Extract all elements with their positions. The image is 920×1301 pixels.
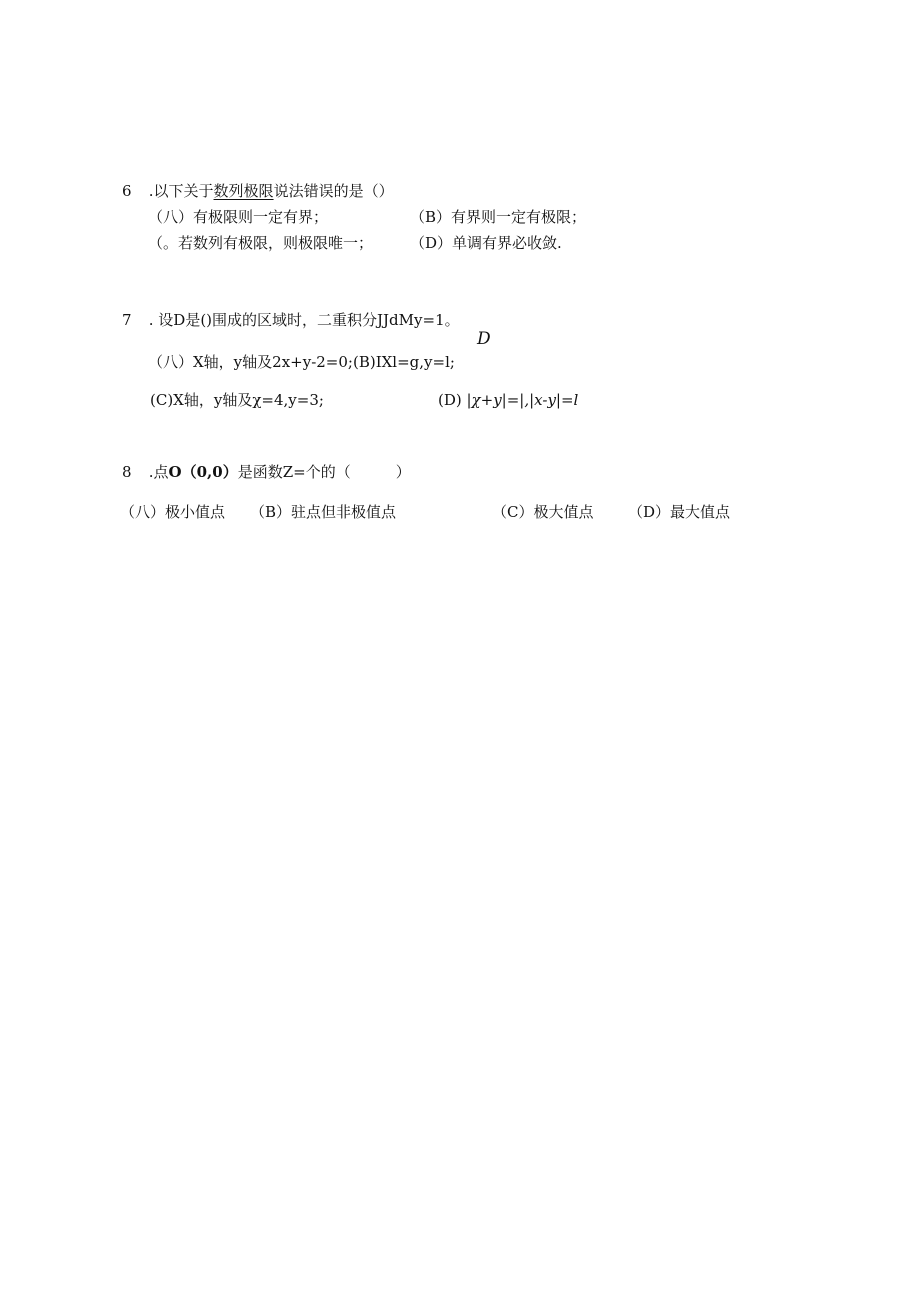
question-6-stem-suffix: 说法错误的是（） xyxy=(273,182,394,200)
question-7-option-d-prefix: (D) xyxy=(438,391,467,409)
question-7-stem-text: . 设D是()围成的区域时，二重积分JJdMy=1。 xyxy=(144,311,460,329)
question-8-stem-prefix: .点 xyxy=(144,463,169,481)
question-6-option-c: （。若数列有极限，则极限唯一； xyxy=(148,234,374,252)
question-6-number: 6 xyxy=(122,182,132,200)
integral-domain-label: D xyxy=(477,329,491,349)
question-7-stem xyxy=(122,310,460,330)
question-7-option-d-math: |χ+y|=|,|x-y|=l xyxy=(466,391,579,409)
question-6-stem-prefix: .以下关于 xyxy=(144,182,214,200)
question-8-stem-bold: O（0,0） xyxy=(168,463,238,481)
question-6-stem xyxy=(122,181,394,201)
question-8-option-a: （八）极小值点 xyxy=(120,503,226,521)
question-6-option-b: （B）有界则一定有极限； xyxy=(410,208,587,226)
question-7-option-ab: （八）X轴，y轴及2x+y-2=0;(B)IXl=g,y=l; xyxy=(148,353,455,371)
question-7-option-d xyxy=(438,390,578,410)
question-8-option-d: （D）最大值点 xyxy=(628,503,731,521)
question-7-number: 7 xyxy=(122,311,132,329)
question-8-stem xyxy=(122,462,411,482)
question-8-stem-suffix: 是函数Z=个的（ ） xyxy=(237,463,411,481)
question-8-option-b: （B）驻点但非极值点 xyxy=(250,503,397,521)
question-8-option-c: （C）极大值点 xyxy=(492,503,594,521)
question-6-stem-underlined: 数列极限 xyxy=(213,182,274,200)
question-8-number: 8 xyxy=(122,463,132,481)
question-6-option-d: （D）单调有界必收敛. xyxy=(410,234,562,252)
question-6-option-a: （八）有极限则一定有界； xyxy=(148,208,329,226)
question-7-option-c: (C)X轴，y轴及χ=4,y=3; xyxy=(150,391,324,409)
